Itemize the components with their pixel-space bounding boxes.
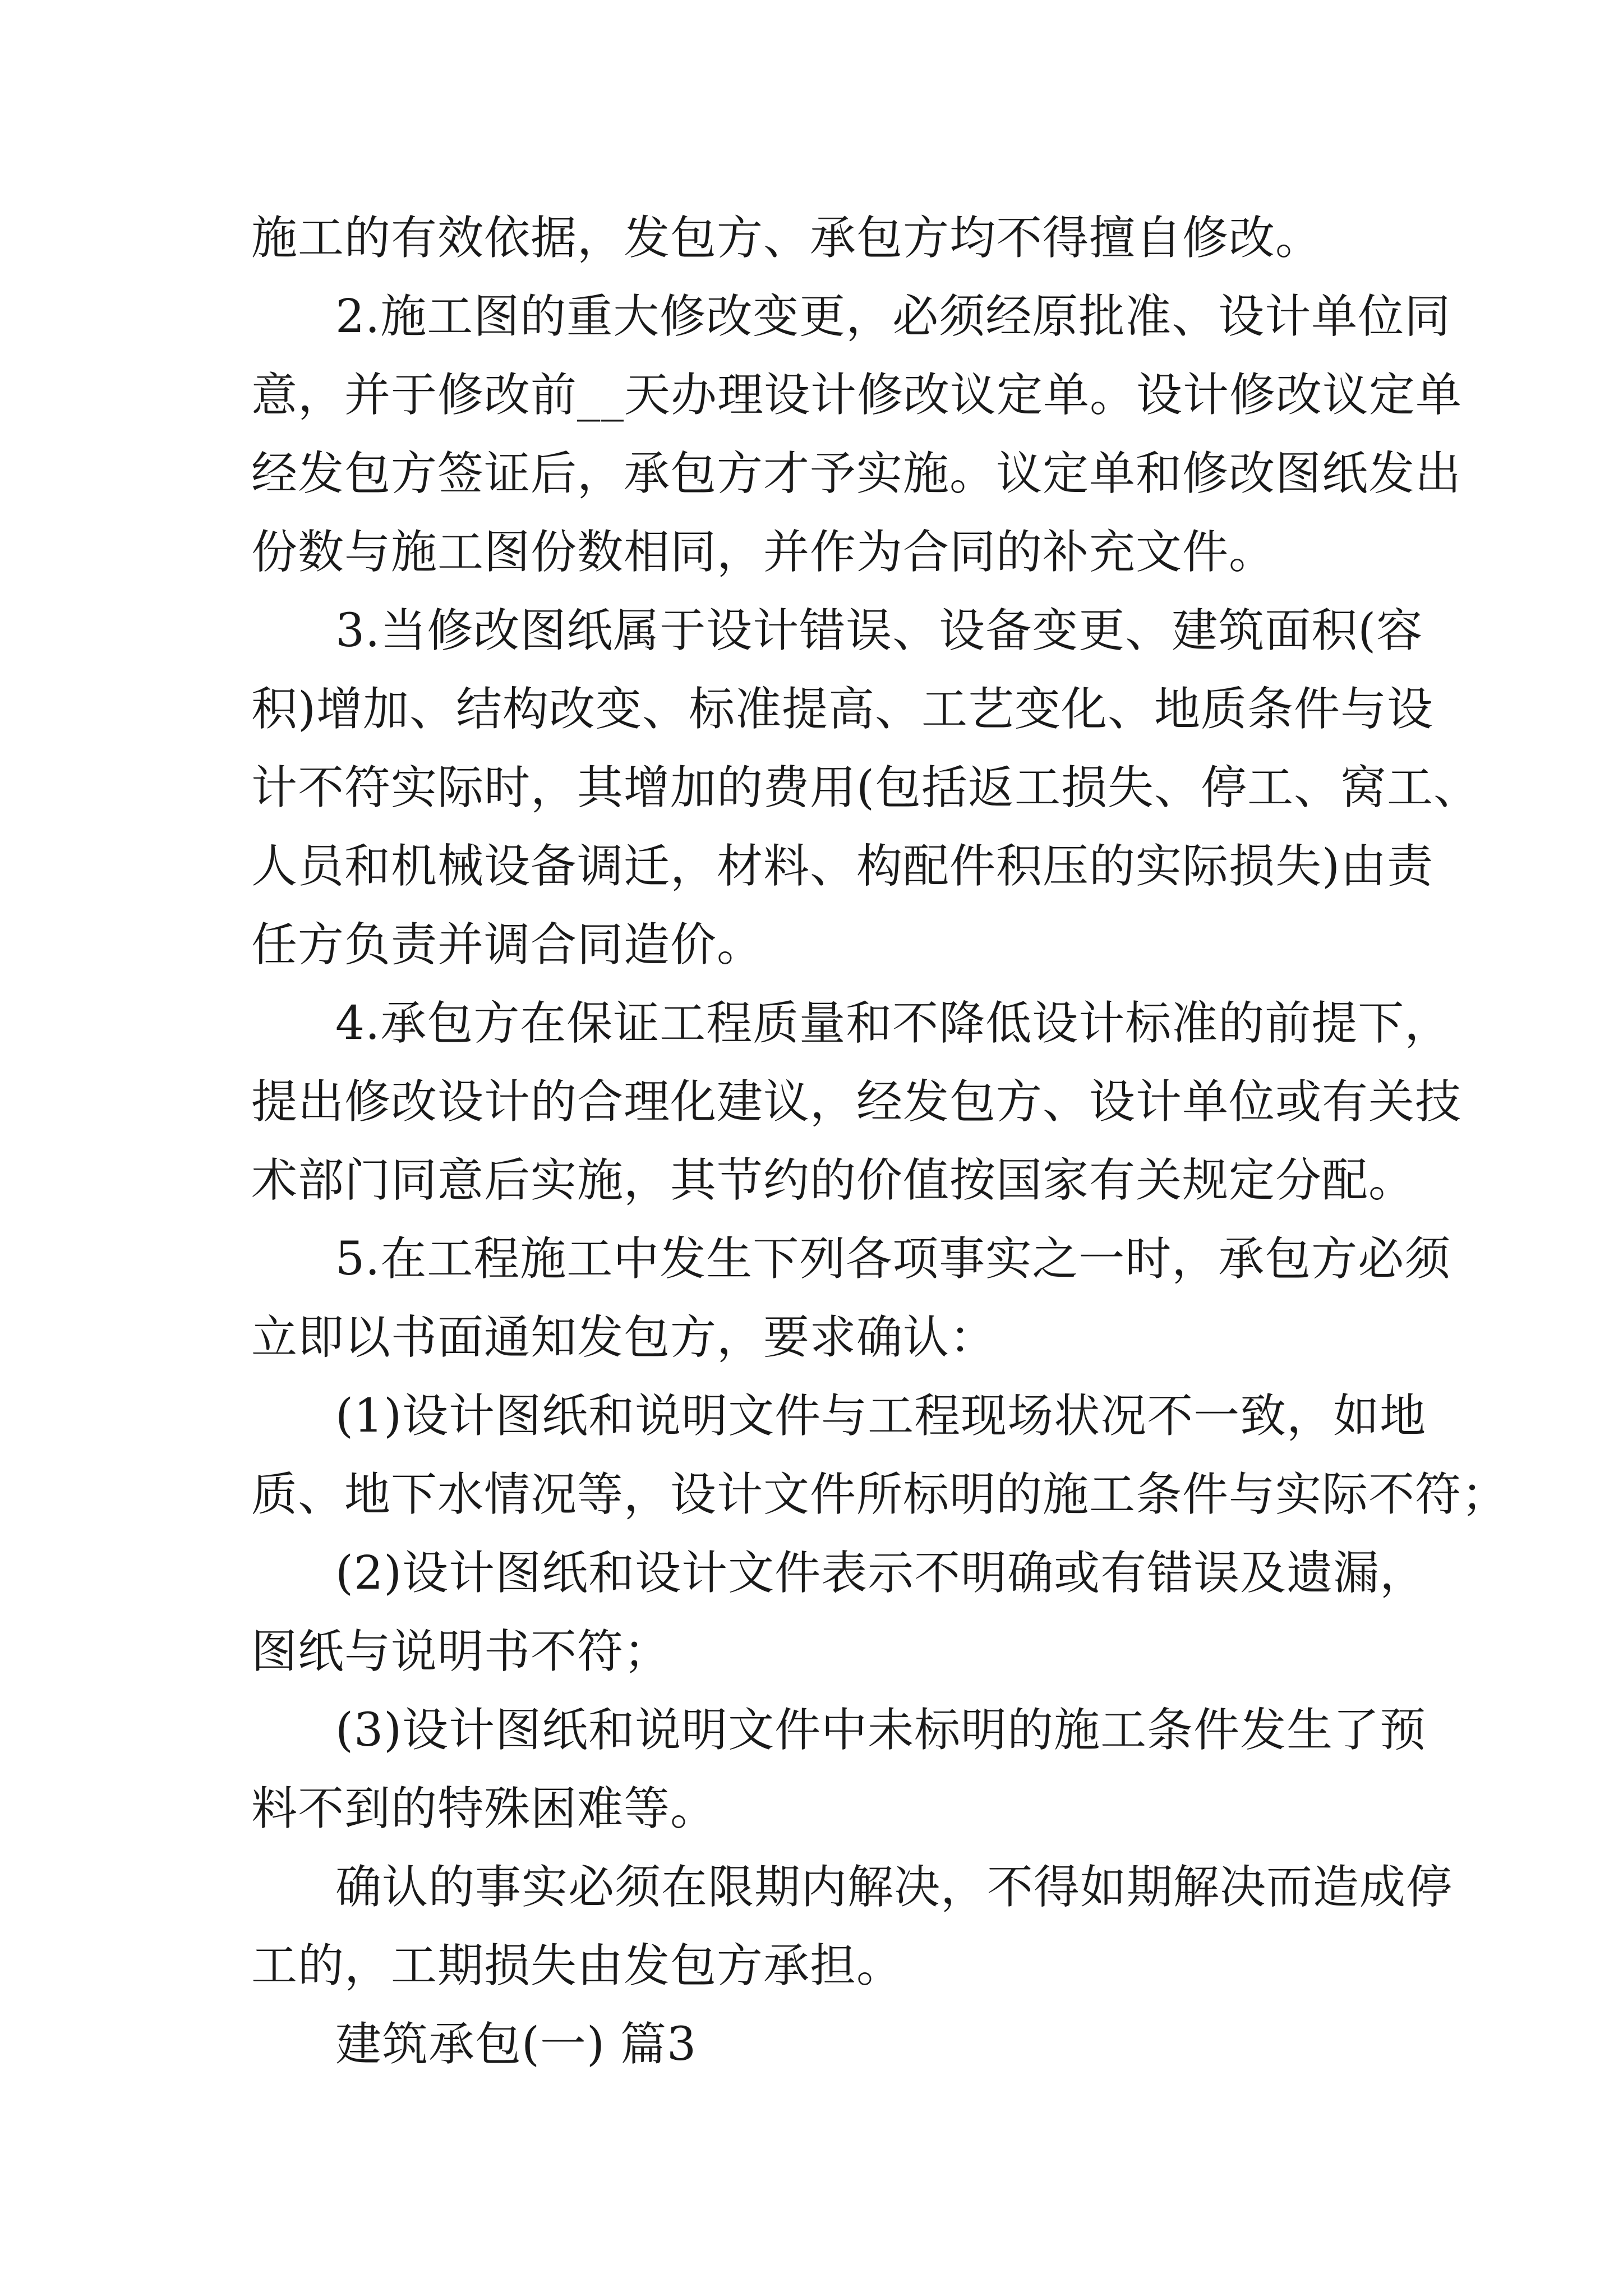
text-line: 4.承包方在保证工程质量和不降低设计标准的前提下， (335, 997, 1451, 1050)
text-line: 提出修改设计的合理化建议，经发包方、设计单位或有关技 (251, 1075, 1462, 1129)
text-line: 料不到的特殊困难等。 (251, 1782, 717, 1835)
text-line: 人员和机械设备调迁，材料、构配件积压的实际损失)由责 (251, 840, 1433, 893)
text-line: 立即以书面通知发包方，要求确认： (251, 1311, 997, 1364)
text-line: (3)设计图纸和说明文件中未标明的施工条件发生了预 (335, 1704, 1427, 1757)
text-line: 工的，工期损失由发包方承担。 (251, 1939, 903, 1993)
text-line: 份数与施工图份数相同，并作为合同的补充文件。 (251, 526, 1276, 579)
text-line: 5.在工程施工中发生下列各项事实之一时，承包方必须 (335, 1232, 1451, 1286)
text-line: (1)设计图纸和说明文件与工程现场状况不一致，如地 (335, 1389, 1427, 1443)
text-line: 意，并于修改前__天办理设计修改议定单。设计修改议定单 (251, 369, 1463, 422)
text-line: 确认的事实必须在限期内解决，不得如期解决而造成停 (335, 1861, 1453, 1914)
text-line: 图纸与说明书不符； (251, 1625, 671, 1678)
text-line: 术部门同意后实施，其节约的价值按国家有关规定分配。 (251, 1154, 1415, 1207)
text-line: 积)增加、结构改变、标准提高、工艺变化、地质条件与设 (251, 683, 1433, 736)
text-line: 2.施工图的重大修改变更，必须经原批准、设计单位同 (335, 290, 1451, 343)
text-line: 任方负责并调合同造价。 (251, 918, 764, 972)
text-line: 施工的有效依据，发包方、承包方均不得擅自修改。 (251, 211, 1322, 265)
text-line: 计不符实际时，其增加的费用(包括返工损失、停工、窝工、 (251, 761, 1480, 815)
text-line: 质、地下水情况等，设计文件所标明的施工条件与实际不符； (251, 1468, 1509, 1521)
section-heading: 建筑承包(一) 篇3 (335, 2018, 697, 2071)
text-line: (2)设计图纸和设计文件表示不明确或有错误及遗漏， (335, 1547, 1427, 1600)
text-line: 经发包方签证后，承包方才予实施。议定单和修改图纸发出 (251, 447, 1462, 500)
text-line: 3.当修改图纸属于设计错误、设备变更、建筑面积(容 (335, 604, 1423, 657)
